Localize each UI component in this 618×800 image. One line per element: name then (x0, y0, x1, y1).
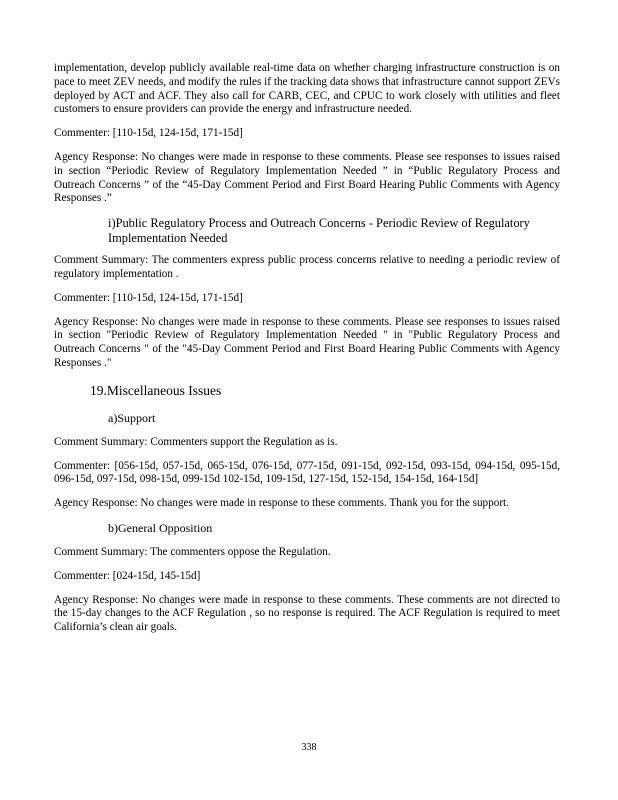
commenter-list: Commenter: [056-15d, 057-15d, 065-15d, 076-15d, 077-15d, 091-15d, 092-15d, 093-15d, 094-15d, 095-15d, 096-15d, 097-15d, 098-15d, 099-15d 102-15d, 109-15d, 127-15d, 152-15d, 154-15d, 164-15d] (54, 459, 560, 486)
commenter-list: Commenter: [024-15d, 145-15d] (54, 569, 201, 582)
intro-paragraph: implementation, develop publicly available real-time data on whether charging infrastructure construction is on pace to meet ZEV needs, and modify the rules if the tracking data shows that infrastructure cannot support ZEVs deployed by ACT and ACF. They also call for CARB, CEC, and CPUC to work closely with utilities and fleet customers to ensure providers can provide the energy and infrastructure needed. (54, 62, 560, 116)
agency-response: Agency Response: No changes were made in response to these comments. Thank you for the support. (54, 497, 509, 510)
commenter-list: Commenter: [110-15d, 124-15d, 171-15d] (54, 127, 243, 140)
agency-response: Agency Response: No changes were made in response to these comments. These comments are not directed to the 15-day changes to the ACF Regulation , so no response is required. The ACF Regulation is required to meet California’s clean air goals. (54, 593, 560, 634)
subsection-heading-a: a)Support (108, 410, 156, 425)
comment-summary: Comment Summary: The commenters oppose the Regulation. (54, 545, 331, 558)
subsection-heading-b: b)General Opposition (108, 520, 213, 535)
document-page (54, 62, 560, 645)
agency-response: Agency Response: No changes were made in response to these comments. Please see responses to issues raised in section “Periodic Review of Regulatory Implementation Needed ” in “Public Regulatory Process and Outreach Concerns ” of the “45-Day Comment Period and First Board Hearing Public Comments with Agency Responses .” (54, 150, 560, 205)
section-heading-19: 19.Miscellaneous Issues (90, 382, 222, 398)
agency-response: Agency Response: No changes were made in response to these comments. Please see responses to issues raised in section "Periodic Review of Regulatory Implementation Needed " in "Public Regulatory Process and Outreach Concerns " of the "45-Day Comment Period and First Board Hearing Public Comments with Agency Responses ." (54, 315, 560, 369)
commenter-list: Commenter: [110-15d, 124-15d, 171-15d] (54, 291, 243, 304)
subsection-heading-i: i)Public Regulatory Process and Outreach Concerns - Periodic Review of Regulatory Implementation Needed (108, 216, 530, 246)
comment-summary: Comment Summary: The commenters express public process concerns relative to needing a periodic review of regulatory implementation . (54, 254, 560, 280)
comment-summary: Comment Summary: Commenters support the Regulation as is. (54, 435, 338, 448)
page-number: 338 (301, 742, 317, 753)
